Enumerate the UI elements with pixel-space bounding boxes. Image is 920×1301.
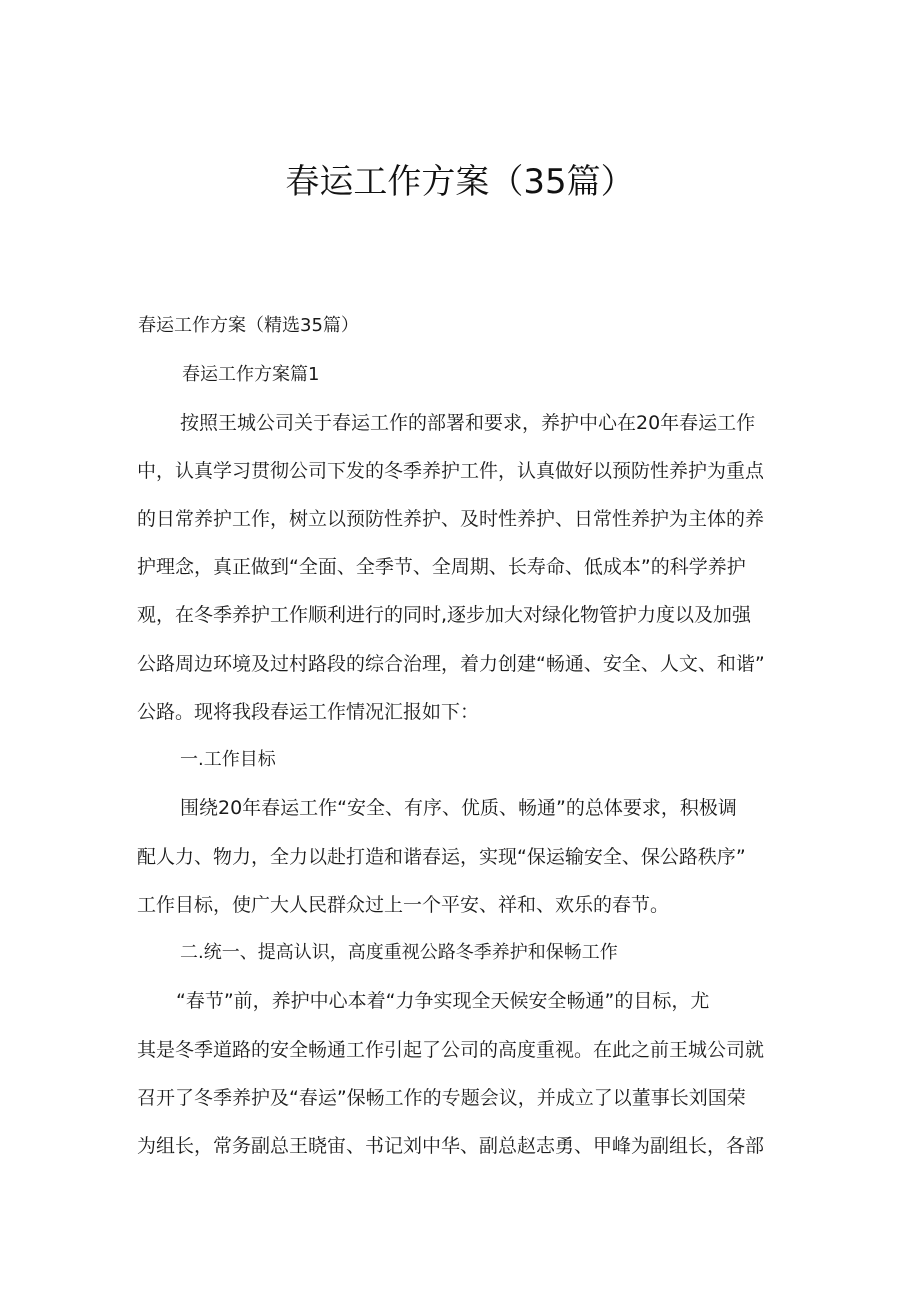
article-heading: 春运工作方案篇1 xyxy=(182,364,320,385)
body-line: 工作目标，使广大人民群众过上一个平安、祥和、欢乐的春节。 xyxy=(137,894,670,916)
body-line: 护理念，真正做到“全面、全季节、全周期、长寿命、低成本”的科学养护 xyxy=(137,556,746,578)
section-heading-goals: 一.工作目标 xyxy=(180,749,276,770)
body-line: 配人力、物力，全力以赴打造和谐春运，实现“保运输安全、保公路秩序” xyxy=(137,846,746,868)
body-line: 围绕20年春运工作“安全、有序、优质、畅通”的总体要求，积极调 xyxy=(180,797,737,819)
section-heading-awareness: 二.统一、提高认识，高度重视公路冬季养护和保畅工作 xyxy=(180,942,618,963)
body-line: 中，认真学习贯彻公司下发的冬季养护工件，认真做好以预防性养护为重点 xyxy=(137,460,765,482)
body-line: “春节”前，养护中心本着“力争实现全天候安全畅通”的目标，尤 xyxy=(176,990,710,1012)
document-title: 春运工作方案（35篇） xyxy=(285,162,635,202)
body-line: 的日常养护工作，树立以预防性养护、及时性养护、日常性养护为主体的养 xyxy=(137,508,765,530)
body-line: 召开了冬季养护及“春运”保畅工作的专题会议，并成立了以董事长刘国荣 xyxy=(137,1087,746,1109)
body-line: 公路。现将我段春运工作情况汇报如下： xyxy=(137,701,480,723)
document-subtitle: 春运工作方案（精选35篇） xyxy=(138,315,359,336)
body-line: 按照王城公司关于春运工作的部署和要求，养护中心在20年春运工作 xyxy=(180,412,756,434)
body-line: 其是冬季道路的安全畅通工作引起了公司的高度重视。在此之前王城公司就 xyxy=(137,1039,765,1061)
body-line: 观，在冬季养护工作顺利进行的同时,逐步加大对绿化物管护力度以及加强 xyxy=(137,604,752,626)
body-line: 公路周边环境及过村路段的综合治理，着力创建“畅通、安全、人文、和谐” xyxy=(137,653,765,675)
body-line: 为组长，常务副总王晓宙、书记刘中华、副总赵志勇、甲峰为副组长，各部 xyxy=(137,1135,765,1157)
